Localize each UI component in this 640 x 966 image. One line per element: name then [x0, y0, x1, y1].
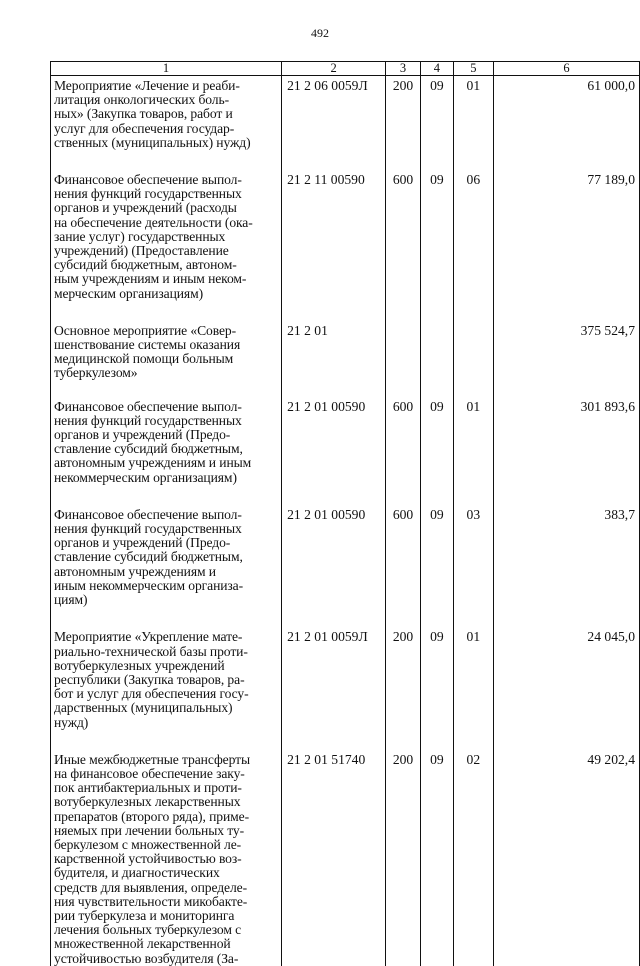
row-name-line: устойчивостью возбудителя (За- — [54, 950, 239, 966]
row-code: 21 2 01 00590 — [282, 397, 386, 505]
row-code: 21 2 01 00590 — [282, 505, 386, 627]
row-code: 21 2 01 — [282, 321, 386, 397]
row-subsection: 06 — [453, 170, 493, 321]
row-amount: 24 045,0 — [493, 627, 639, 749]
row-name-line: няемых при лечении больных ту- — [54, 822, 245, 838]
row-name-line: вотуберкулезных лекарственных — [54, 794, 241, 810]
row-subsection: 02 — [453, 750, 493, 966]
row-name-line: нения функций государственных — [54, 412, 242, 428]
row-name-line: органов и учреждений (расходы — [54, 200, 237, 216]
row-name-line: ния чувствительности микобакте- — [54, 893, 248, 909]
row-name-line: циям) — [54, 592, 88, 608]
row-name — [51, 397, 282, 505]
row-code: 21 2 01 51740 — [282, 750, 386, 966]
row-code: 21 2 01 0059Л — [282, 627, 386, 749]
header-col-5: 5 — [453, 62, 493, 76]
row-name-line: на финансовое обеспечение заку- — [54, 765, 245, 781]
row-expense-type: 600 — [386, 505, 421, 627]
row-name-line: дарственных (муниципальных) — [54, 700, 233, 716]
row-name-line: органов и учреждений (Предо- — [54, 427, 231, 443]
row-name-line: пок антибактериальных и проти- — [54, 780, 242, 796]
row-amount: 375 524,7 — [493, 321, 639, 397]
row-name-line: ставление субсидий бюджетным, — [54, 549, 243, 565]
row-name-line: ственных (муниципальных) нужд) — [54, 134, 251, 150]
row-section: 09 — [421, 397, 454, 505]
row-name-line: риально-технической базы проти- — [54, 643, 248, 659]
header-col-4: 4 — [421, 62, 454, 76]
row-name-line: множественной лекарственной — [54, 936, 231, 952]
row-expense-type: 200 — [386, 627, 421, 749]
row-name-line: медицинской помощи больным — [54, 351, 234, 367]
row-name-line: беркулезом с множественной ле- — [54, 836, 242, 852]
row-subsection: 03 — [453, 505, 493, 627]
row-name-line: ных» (Закупка товаров, работ и — [54, 106, 233, 122]
row-name-line: Финансовое обеспечение выпол- — [54, 398, 242, 414]
table-body — [51, 76, 640, 966]
row-name-line: мерческим организациям) — [54, 285, 204, 301]
row-name — [51, 750, 282, 966]
row-name-line: нения функций государственных — [54, 521, 242, 537]
row-amount: 77 189,0 — [493, 170, 639, 321]
row-name — [51, 627, 282, 749]
table-row — [51, 750, 640, 966]
row-name-line: Основное мероприятие «Совер- — [54, 322, 237, 338]
row-name-line: препаратов (второго ряда), приме- — [54, 808, 249, 824]
row-amount: 61 000,0 — [493, 76, 639, 171]
row-name-line: иным некоммерческим организа- — [54, 577, 244, 593]
header-col-2: 2 — [282, 62, 386, 76]
row-subsection — [453, 321, 493, 397]
row-name-line: ставление субсидий бюджетным, — [54, 441, 243, 457]
row-name-line: средств для выявления, определе- — [54, 879, 248, 895]
row-name-line: органов и учреждений (Предо- — [54, 535, 231, 551]
row-name-line: некоммерческим организациям) — [54, 469, 237, 485]
row-section: 09 — [421, 750, 454, 966]
row-subsection: 01 — [453, 627, 493, 749]
row-name-line: вотуберкулезных учреждений — [54, 657, 225, 673]
row-name-line: Мероприятие «Укрепление мате- — [54, 629, 243, 645]
page-number: 492 — [311, 26, 329, 40]
row-amount: 49 202,4 — [493, 750, 639, 966]
row-name-line: зание услуг) государственных — [54, 228, 226, 244]
row-name — [51, 321, 282, 397]
row-name — [51, 505, 282, 627]
header-col-1: 1 — [51, 62, 282, 76]
row-name-line: рии туберкулеза и мониторинга — [54, 907, 235, 923]
row-expense-type: 200 — [386, 750, 421, 966]
row-name-line: на обеспечение деятельности (ока- — [54, 214, 253, 230]
row-code: 21 2 06 0059Л — [282, 76, 386, 171]
table-row — [51, 627, 640, 749]
row-name-line: Финансовое обеспечение выпол- — [54, 506, 242, 522]
header-col-3: 3 — [386, 62, 421, 76]
row-section — [421, 321, 454, 397]
row-section: 09 — [421, 505, 454, 627]
row-name-line: Мероприятие «Лечение и реаби- — [54, 78, 240, 93]
row-subsection: 01 — [453, 76, 493, 171]
row-name-line: учреждений) (Предоставление — [54, 243, 229, 259]
table-row — [51, 397, 640, 505]
row-expense-type: 600 — [386, 170, 421, 321]
row-name-line: нения функций государственных — [54, 186, 242, 202]
row-name-line: туберкулезом» — [54, 365, 138, 381]
header-row — [51, 62, 640, 76]
row-amount: 301 893,6 — [493, 397, 639, 505]
row-name-line: Финансовое обеспечение выпол- — [54, 172, 242, 188]
row-name-line: нужд) — [54, 714, 89, 730]
table-row — [51, 321, 640, 397]
budget-table — [50, 61, 640, 966]
row-name-line: литация онкологических боль- — [54, 92, 229, 108]
row-name-line: лечения больных туберкулезом с — [54, 922, 242, 938]
row-name-line: шенствование системы оказания — [54, 337, 241, 353]
table-row — [51, 170, 640, 321]
row-name — [51, 76, 282, 171]
row-name — [51, 170, 282, 321]
row-section: 09 — [421, 627, 454, 749]
row-section: 09 — [421, 170, 454, 321]
row-name-line: автономным учреждениям и — [54, 563, 216, 579]
row-name-line: услуг для обеспечения государ- — [54, 120, 235, 136]
row-section: 09 — [421, 76, 454, 171]
row-code: 21 2 11 00590 — [282, 170, 386, 321]
row-name-line: бот и услуг для обеспечения госу- — [54, 686, 249, 702]
row-name-line: ным учреждениям и иным неком- — [54, 271, 247, 287]
header-col-6: 6 — [493, 62, 639, 76]
row-subsection: 01 — [453, 397, 493, 505]
row-name-line: субсидий бюджетным, автоном- — [54, 257, 237, 273]
table-row — [51, 76, 640, 171]
row-name-line: Иные межбюджетные трансферты — [54, 751, 250, 767]
row-expense-type — [386, 321, 421, 397]
row-name-line: карственной устойчивостью воз- — [54, 851, 242, 867]
row-name-line: будителя, и диагностических — [54, 865, 220, 881]
table-row — [51, 505, 640, 627]
row-amount: 383,7 — [493, 505, 639, 627]
row-name-line: республики (Закупка товаров, ра- — [54, 671, 245, 687]
row-expense-type: 200 — [386, 76, 421, 171]
row-name-line: автономным учреждениям и иным — [54, 455, 252, 471]
row-expense-type: 600 — [386, 397, 421, 505]
